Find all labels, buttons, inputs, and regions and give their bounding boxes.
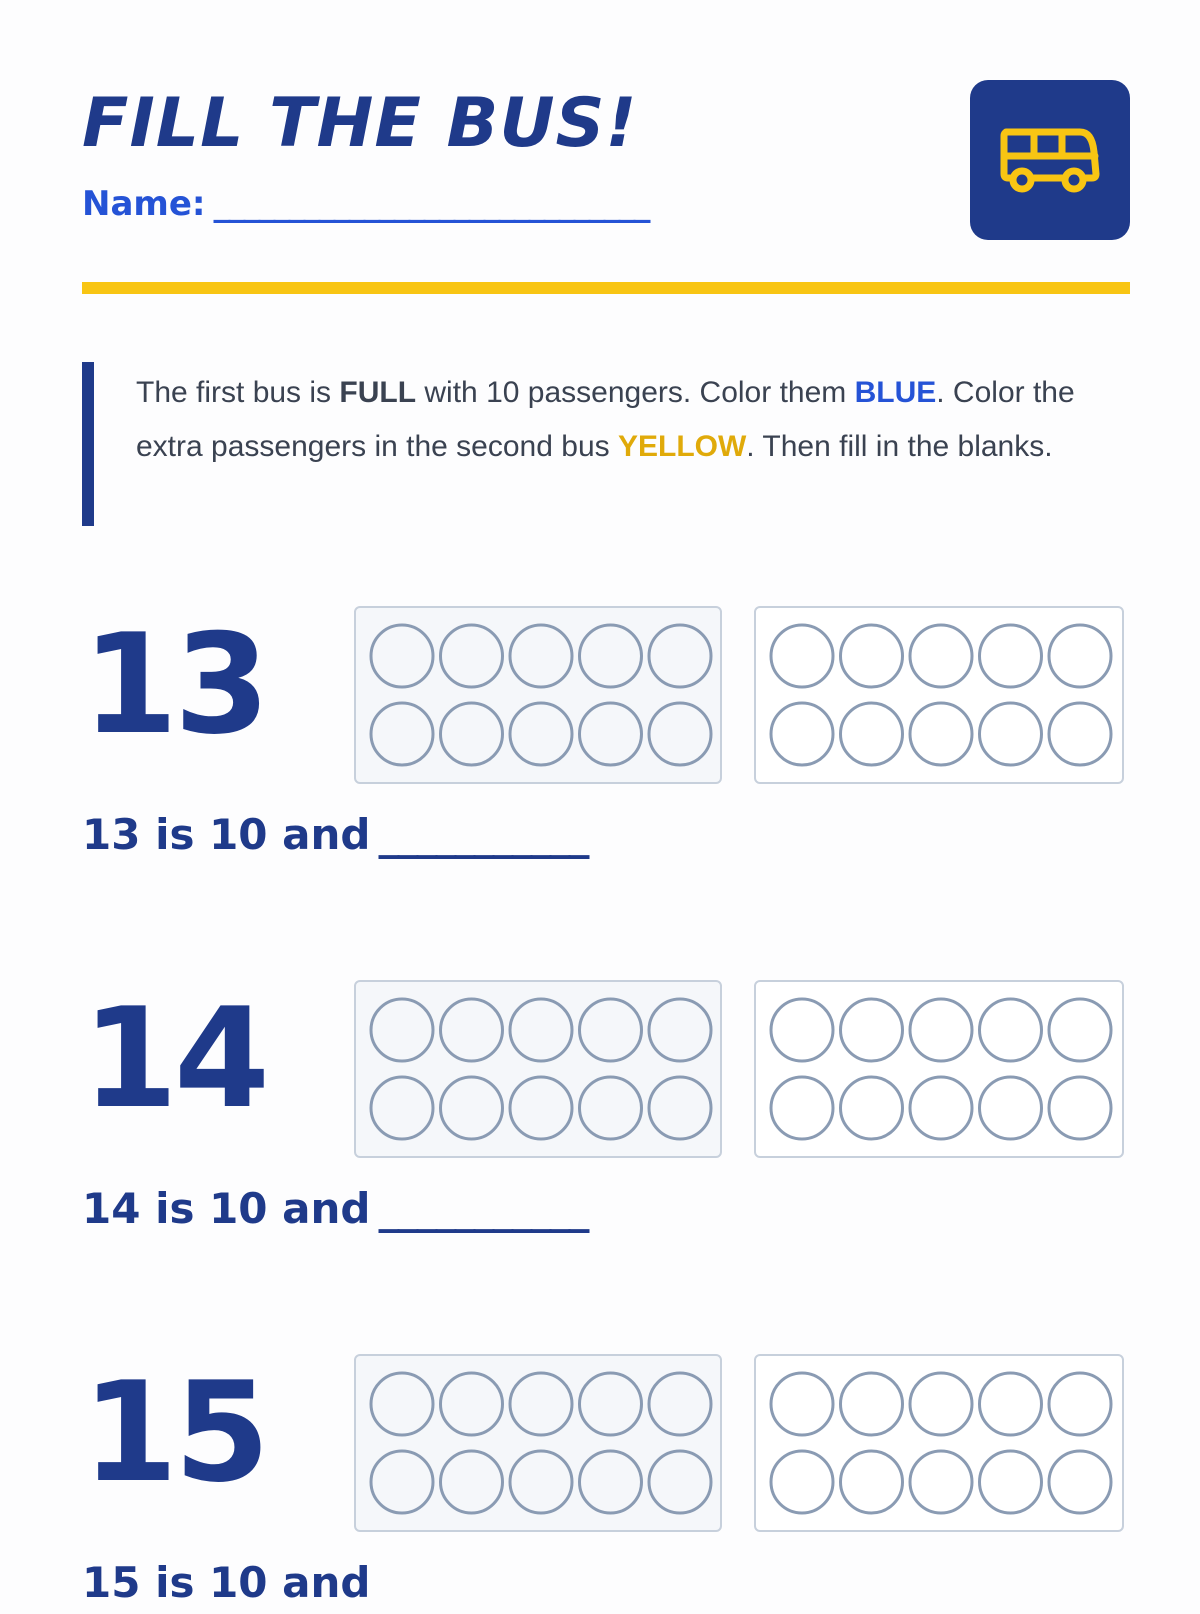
- name-label: Name:: [82, 184, 206, 224]
- passenger-circle[interactable]: [371, 625, 433, 687]
- passenger-circle[interactable]: [771, 1077, 833, 1139]
- problem-number: 14: [82, 978, 267, 1139]
- passenger-circle[interactable]: [441, 1077, 503, 1139]
- full-word: FULL: [339, 376, 417, 409]
- passenger-circle[interactable]: [371, 1077, 433, 1139]
- passenger-circle[interactable]: [980, 1451, 1042, 1513]
- passenger-circle[interactable]: [441, 1451, 503, 1513]
- passenger-circle[interactable]: [649, 1451, 711, 1513]
- passenger-circle[interactable]: [910, 703, 972, 765]
- passenger-circle[interactable]: [441, 1373, 503, 1435]
- problem-13: [82, 606, 1130, 866]
- passenger-circle[interactable]: [371, 1451, 433, 1513]
- ten-frame-second-bus: [754, 980, 1124, 1158]
- instructions-text: The first bus is: [136, 376, 340, 409]
- passenger-circle[interactable]: [441, 703, 503, 765]
- passenger-circle[interactable]: [910, 1451, 972, 1513]
- passenger-circle[interactable]: [580, 703, 642, 765]
- yellow-word: YELLOW: [617, 430, 747, 463]
- problem-15: [82, 1354, 1130, 1614]
- passenger-circle[interactable]: [649, 1373, 711, 1435]
- answer-blank[interactable]: ___________: [378, 1184, 588, 1233]
- passenger-circle[interactable]: [841, 703, 903, 765]
- passenger-circle[interactable]: [980, 1373, 1042, 1435]
- passenger-circle[interactable]: [1049, 999, 1111, 1061]
- passenger-circle[interactable]: [580, 999, 642, 1061]
- passenger-circle[interactable]: [441, 999, 503, 1061]
- passenger-circle[interactable]: [649, 703, 711, 765]
- passenger-circle[interactable]: [371, 999, 433, 1061]
- sentence-text: 13 is 10 and: [82, 810, 371, 859]
- passenger-circle[interactable]: [910, 625, 972, 687]
- passenger-circle[interactable]: [771, 703, 833, 765]
- passenger-circle[interactable]: [910, 1373, 972, 1435]
- passenger-circle[interactable]: [1049, 1077, 1111, 1139]
- passenger-circle[interactable]: [649, 999, 711, 1061]
- blue-word: BLUE: [854, 376, 937, 409]
- passenger-circle[interactable]: [371, 703, 433, 765]
- ten-frame-full-bus: [354, 980, 722, 1158]
- passenger-circle[interactable]: [580, 625, 642, 687]
- passenger-circle[interactable]: [841, 1077, 903, 1139]
- problem-sentence: [82, 810, 587, 859]
- problem-sentence: [82, 1184, 587, 1233]
- passenger-circle[interactable]: [771, 625, 833, 687]
- passenger-circle[interactable]: [580, 1451, 642, 1513]
- passenger-circle[interactable]: [510, 999, 572, 1061]
- answer-blank[interactable]: ___________: [378, 810, 588, 859]
- passenger-circle[interactable]: [580, 1077, 642, 1139]
- passenger-circle[interactable]: [649, 625, 711, 687]
- header-divider: [82, 282, 1130, 294]
- problem-number: 13: [82, 604, 267, 765]
- passenger-circle[interactable]: [980, 703, 1042, 765]
- passenger-circle[interactable]: [980, 999, 1042, 1061]
- problem-14: [82, 980, 1130, 1240]
- passenger-circle[interactable]: [910, 999, 972, 1061]
- passenger-circle[interactable]: [841, 625, 903, 687]
- ten-frame-full-bus: [354, 606, 722, 784]
- passenger-circle[interactable]: [1049, 1373, 1111, 1435]
- passenger-circle[interactable]: [580, 1373, 642, 1435]
- passenger-circle[interactable]: [510, 625, 572, 687]
- passenger-circle[interactable]: [841, 999, 903, 1061]
- passenger-circle[interactable]: [841, 1451, 903, 1513]
- passenger-circle[interactable]: [771, 999, 833, 1061]
- passenger-circle[interactable]: [771, 1373, 833, 1435]
- instructions-text: . Color the extra passengers in the second bus: [136, 376, 1075, 463]
- passenger-circle[interactable]: [910, 1077, 972, 1139]
- passenger-circle[interactable]: [510, 1451, 572, 1513]
- sentence-text: 14 is 10 and: [82, 1184, 371, 1233]
- ten-frame-second-bus: [754, 1354, 1124, 1532]
- bus-icon: [1000, 122, 1100, 198]
- passenger-circle[interactable]: [510, 1373, 572, 1435]
- instructions-block: [82, 362, 1130, 526]
- passenger-circle[interactable]: [371, 1373, 433, 1435]
- passenger-circle[interactable]: [1049, 625, 1111, 687]
- ten-frame-full-bus: [354, 1354, 722, 1532]
- bus-logo: [970, 80, 1130, 240]
- worksheet-header: [82, 80, 1130, 250]
- passenger-circle[interactable]: [510, 703, 572, 765]
- passenger-circle[interactable]: [510, 1077, 572, 1139]
- passenger-circle[interactable]: [841, 1373, 903, 1435]
- passenger-circle[interactable]: [980, 1077, 1042, 1139]
- name-line: _____________________________: [213, 184, 649, 224]
- page-title: FILL THE BUS!: [82, 84, 638, 163]
- ten-frame-second-bus: [754, 606, 1124, 784]
- passenger-circle[interactable]: [1049, 1451, 1111, 1513]
- name-field: [82, 184, 648, 224]
- passenger-circle[interactable]: [980, 625, 1042, 687]
- sentence-text: 15 is 10 and: [82, 1558, 371, 1607]
- passenger-circle[interactable]: [649, 1077, 711, 1139]
- instructions-text: with 10 passengers. Color them: [416, 376, 855, 409]
- passenger-circle[interactable]: [771, 1451, 833, 1513]
- passenger-circle[interactable]: [1049, 703, 1111, 765]
- instructions-text: . Then fill in the blanks.: [746, 430, 1053, 463]
- problem-number: 15: [82, 1352, 267, 1513]
- passenger-circle[interactable]: [441, 625, 503, 687]
